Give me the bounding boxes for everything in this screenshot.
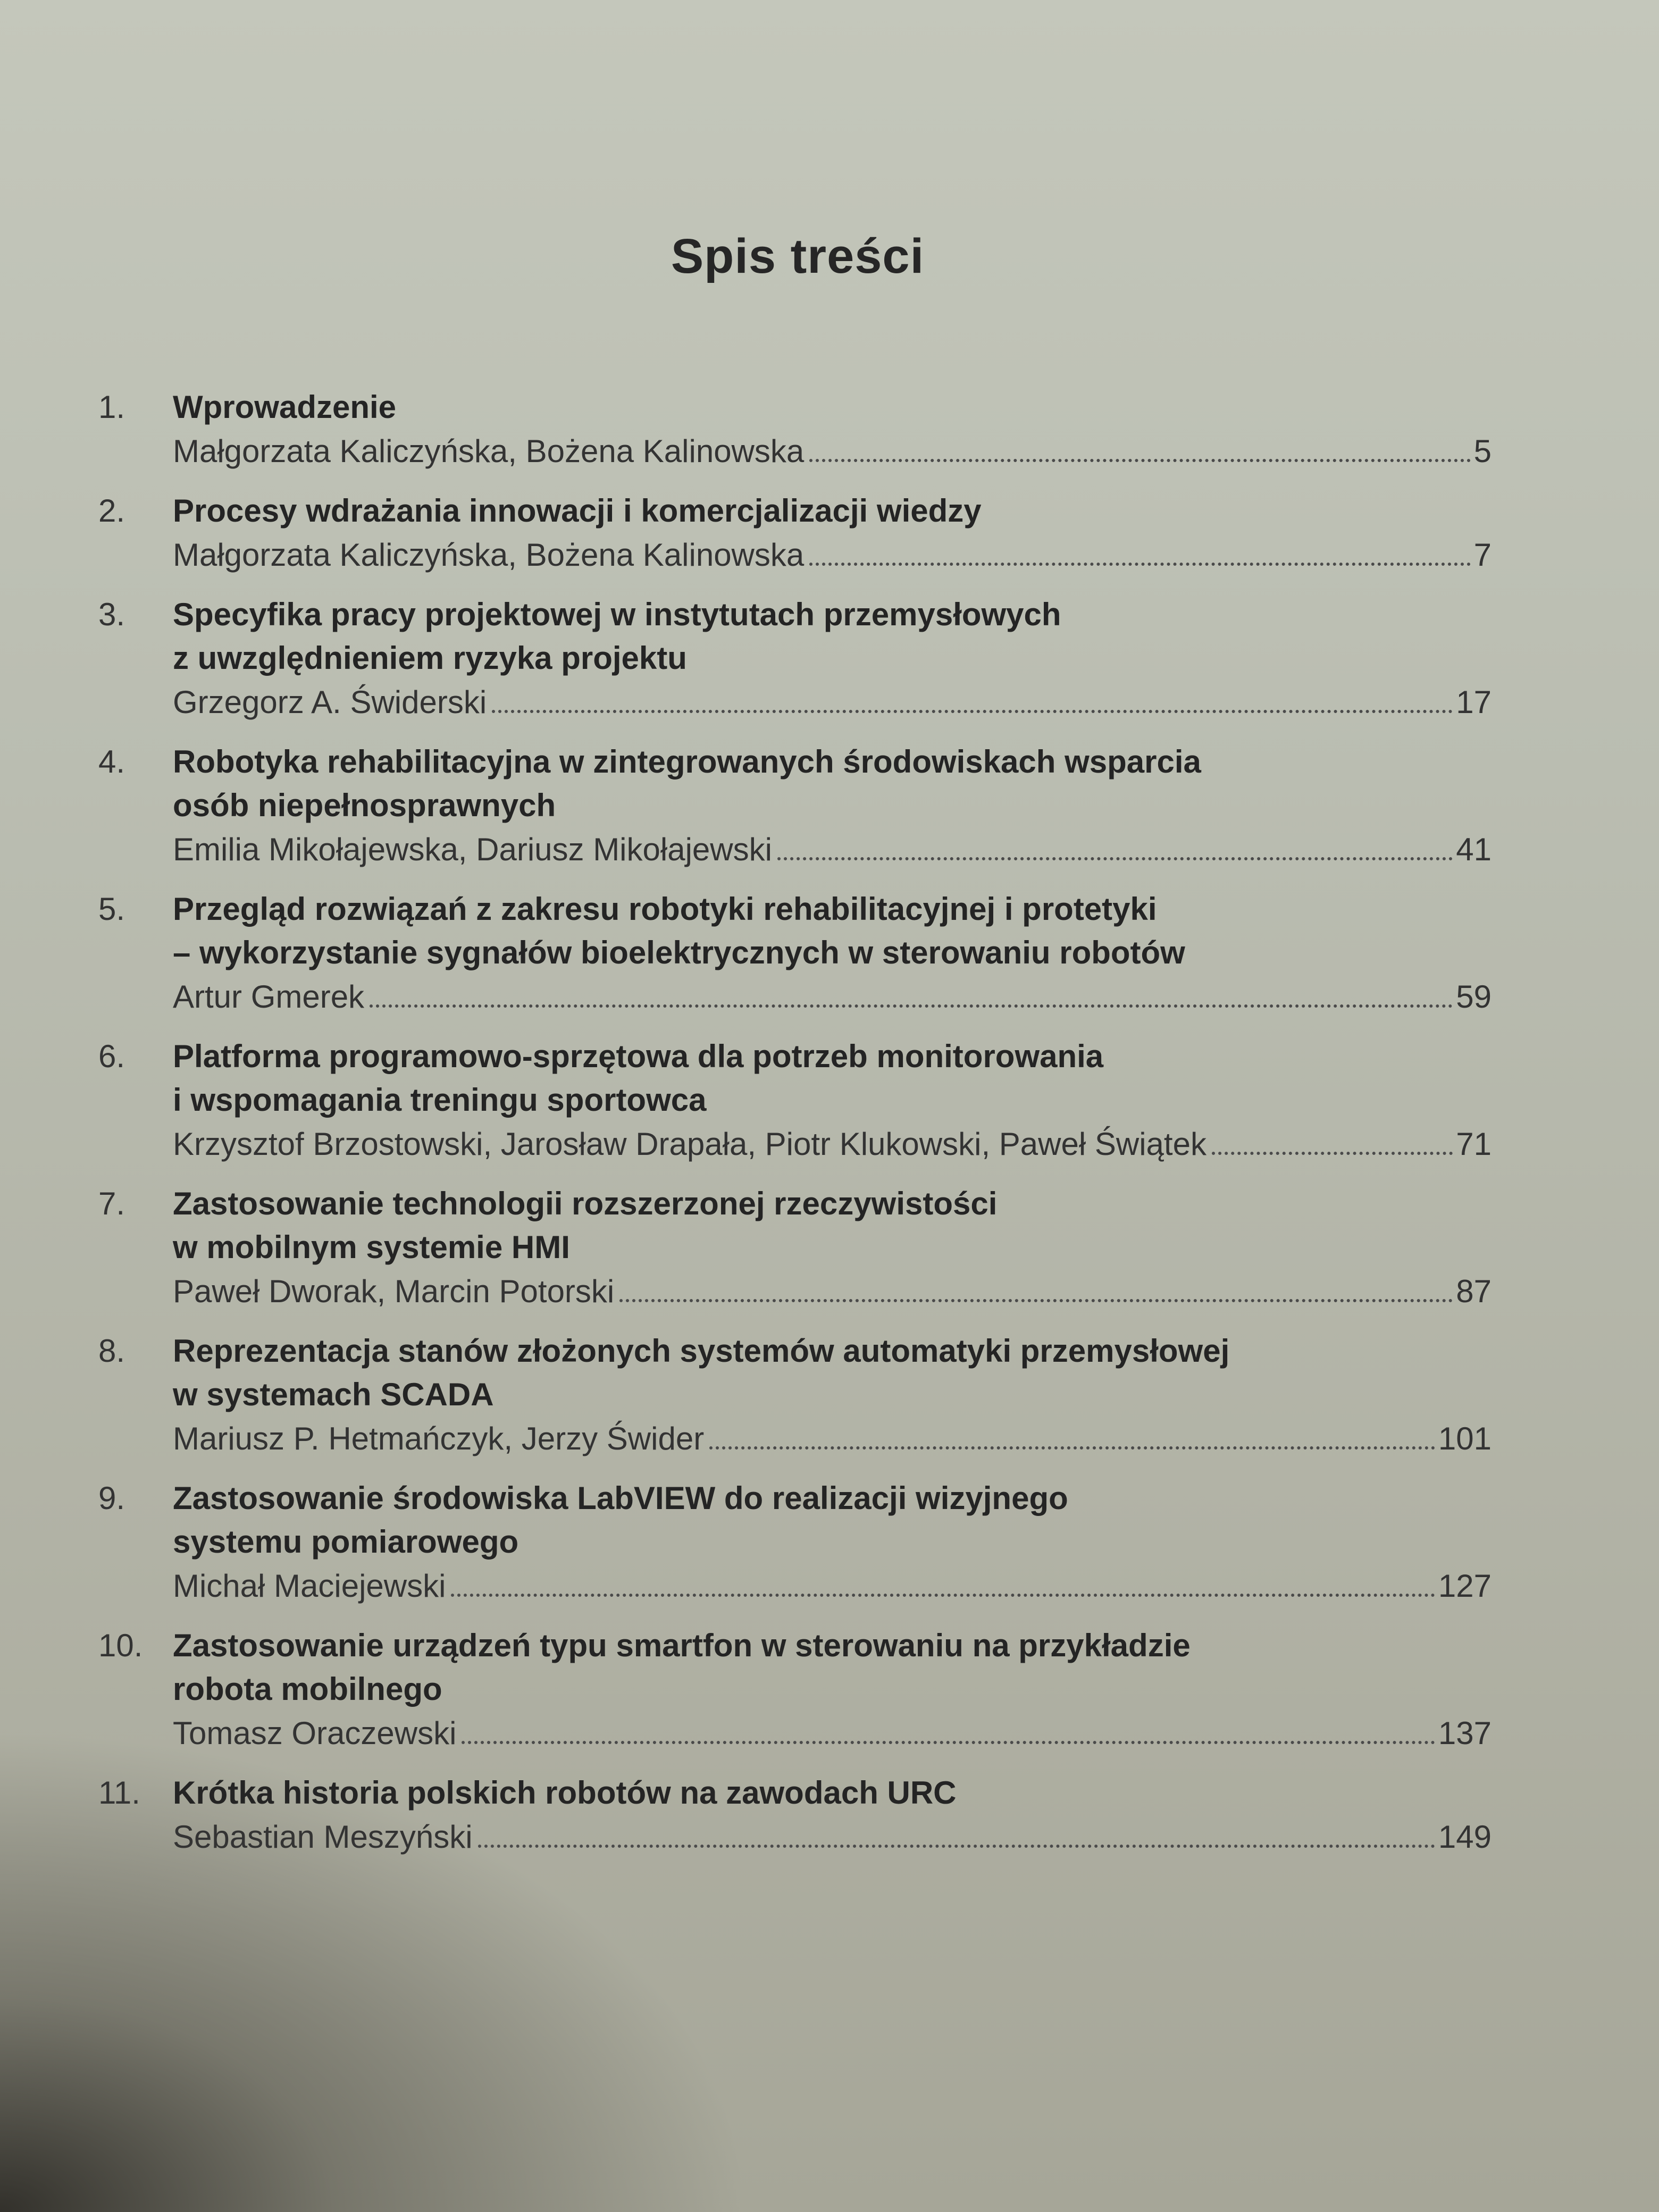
- entry-authors: Grzegorz A. Świderski: [173, 684, 487, 720]
- entry-page-number: 137: [1438, 1715, 1492, 1751]
- entry-title-line: w systemach SCADA: [173, 1377, 494, 1412]
- entry-body: [173, 1035, 1492, 1167]
- entry-page-number: 71: [1456, 1126, 1492, 1162]
- dot-leader: [709, 1446, 1435, 1449]
- entry-author-line: [173, 827, 1492, 872]
- entry-number: 10.: [98, 1628, 143, 1663]
- toc-entry: [98, 593, 1492, 725]
- entry-authors: Emilia Mikołajewska, Dariusz Mikołajewski: [173, 832, 772, 867]
- entry-title-line: Krótka historia polskich robotów na zawodach URC: [173, 1775, 957, 1811]
- entry-body: [173, 1477, 1492, 1608]
- entry-body: [173, 1624, 1492, 1756]
- entry-page-number: 41: [1456, 832, 1492, 867]
- entry-authors: Mariusz P. Hetmańczyk, Jerzy Świder: [173, 1421, 705, 1456]
- entry-author-line: [173, 1269, 1492, 1314]
- entry-body: [173, 1771, 1492, 1859]
- entry-title-line: osób niepełnosprawnych: [173, 787, 556, 823]
- entry-number: 11.: [98, 1775, 140, 1811]
- entry-title-line: Robotyka rehabilitacyjna w zintegrowanych środowiskach wsparcia: [173, 744, 1201, 780]
- dot-leader: [1212, 1152, 1453, 1155]
- dot-leader: [478, 1845, 1435, 1848]
- entry-authors: Małgorzata Kaliczyńska, Bożena Kalinowska: [173, 433, 805, 469]
- entry-number: 8.: [98, 1333, 125, 1369]
- toc-entry: [98, 887, 1492, 1019]
- entry-page-number: 17: [1456, 684, 1492, 720]
- entry-author-line: [173, 533, 1492, 577]
- toc-entry: [98, 1182, 1492, 1314]
- entry-authors: Michał Maciejewski: [173, 1568, 446, 1604]
- entry-author-line: [173, 1417, 1492, 1461]
- entry-number: 1.: [98, 389, 125, 425]
- entry-title-line: Procesy wdrażania innowacji i komercjalizacji wiedzy: [173, 493, 982, 529]
- dot-leader: [451, 1594, 1435, 1597]
- dot-leader: [370, 1004, 1453, 1008]
- entry-title-line: Przegląd rozwiązań z zakresu robotyki rehabilitacyjnej i protetyki: [173, 891, 1157, 927]
- entry-authors: Paweł Dworak, Marcin Potorski: [173, 1273, 615, 1309]
- entry-title-line: Reprezentacja stanów złożonych systemów automatyki przemysłowej: [173, 1333, 1230, 1369]
- entry-title-line: Platforma programowo-sprzętowa dla potrzeb monitorowania: [173, 1038, 1104, 1074]
- entry-title-line: systemu pomiarowego: [173, 1524, 519, 1560]
- entry-page-number: 127: [1438, 1568, 1492, 1604]
- entry-author-line: [173, 429, 1492, 474]
- dot-leader: [777, 857, 1453, 860]
- entry-body: [173, 887, 1492, 1019]
- entry-author-line: [173, 1564, 1492, 1608]
- entry-title-line: – wykorzystanie sygnałów bioelektrycznych w sterowaniu robotów: [173, 935, 1185, 970]
- entry-author-line: [173, 1711, 1492, 1756]
- entry-body: [173, 1329, 1492, 1461]
- entry-body: [173, 489, 1492, 577]
- entry-author-line: [173, 1815, 1492, 1859]
- entry-title-line: Zastosowanie technologii rozszerzonej rzeczywistości: [173, 1186, 998, 1221]
- entry-title-line: w mobilnym systemie HMI: [173, 1229, 570, 1265]
- entry-title-line: i wspomagania treningu sportowca: [173, 1082, 707, 1118]
- entry-authors: Sebastian Meszyński: [173, 1819, 473, 1855]
- entry-title-line: robota mobilnego: [173, 1671, 442, 1707]
- dot-leader: [492, 710, 1453, 713]
- toc-entry: [98, 1329, 1492, 1461]
- entry-number: 4.: [98, 744, 125, 780]
- entry-author-line: [173, 680, 1492, 725]
- dot-leader: [462, 1741, 1435, 1744]
- entry-author-line: [173, 975, 1492, 1019]
- entry-body: [173, 740, 1492, 872]
- entry-title-line: Wprowadzenie: [173, 389, 397, 425]
- toc-entry: [98, 1624, 1492, 1756]
- toc-entry: [98, 1771, 1492, 1859]
- dot-leader: [809, 459, 1470, 462]
- entry-number: 3.: [98, 597, 125, 632]
- entry-authors: Artur Gmerek: [173, 979, 365, 1015]
- entry-title-line: Zastosowanie urządzeń typu smartfon w sterowaniu na przykładzie: [173, 1628, 1191, 1663]
- entry-number: 5.: [98, 891, 125, 927]
- entry-number: 7.: [98, 1186, 125, 1221]
- entry-page-number: 87: [1456, 1273, 1492, 1309]
- toc-entry: [98, 1477, 1492, 1608]
- entry-title-line: z uwzględnieniem ryzyka projektu: [173, 640, 687, 676]
- toc-entry: [98, 489, 1492, 577]
- entry-title-line: Specyfika pracy projektowej w instytutach przemysłowych: [173, 597, 1061, 632]
- entry-authors: Krzysztof Brzostowski, Jarosław Drapała, Piotr Klukowski, Paweł Świątek: [173, 1126, 1206, 1162]
- entry-body: [173, 1182, 1492, 1314]
- entry-page-number: 149: [1438, 1819, 1492, 1855]
- toc-entry: [98, 1035, 1492, 1167]
- entry-authors: Tomasz Oraczewski: [173, 1715, 457, 1751]
- entry-number: 6.: [98, 1038, 125, 1074]
- table-of-contents: [98, 386, 1492, 1875]
- entry-number: 9.: [98, 1480, 125, 1516]
- entry-authors: Małgorzata Kaliczyńska, Bożena Kalinowska: [173, 537, 805, 573]
- entry-page-number: 59: [1456, 979, 1492, 1015]
- entry-body: [173, 593, 1492, 725]
- entry-body: [173, 386, 1492, 474]
- toc-entry: [98, 740, 1492, 872]
- entry-title-line: Zastosowanie środowiska LabVIEW do realizacji wizyjnego: [173, 1480, 1068, 1516]
- toc-entry: [98, 386, 1492, 474]
- entry-number: 2.: [98, 493, 125, 529]
- entry-page-number: 101: [1438, 1421, 1492, 1456]
- entry-author-line: [173, 1122, 1492, 1167]
- dot-leader: [619, 1299, 1453, 1302]
- dot-leader: [809, 563, 1470, 566]
- entry-page-number: 5: [1473, 433, 1492, 469]
- entry-page-number: 7: [1473, 537, 1492, 573]
- page-title: Spis treści: [671, 229, 925, 283]
